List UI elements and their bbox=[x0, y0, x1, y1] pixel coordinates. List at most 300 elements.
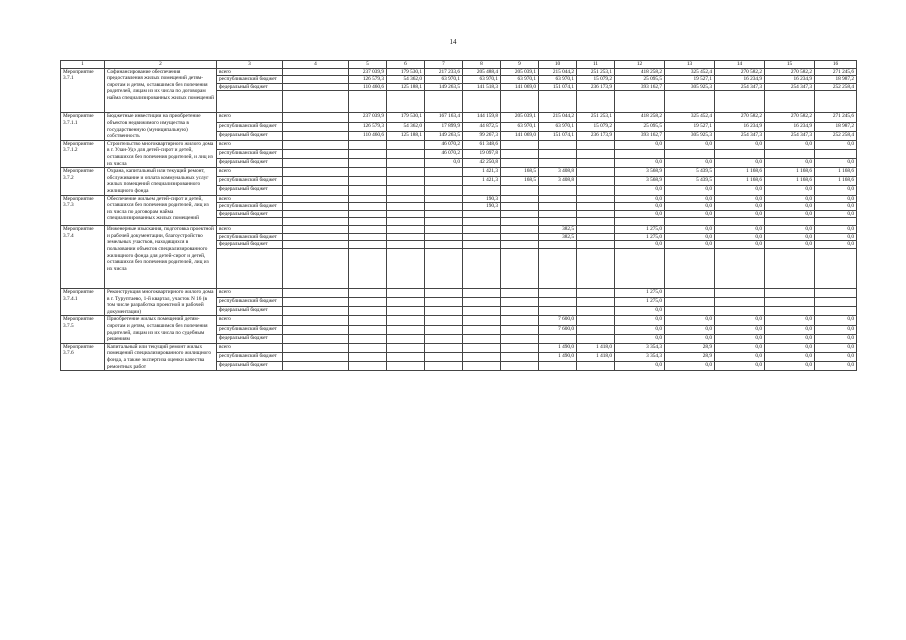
value-cell: 237 039,9 bbox=[349, 68, 387, 76]
value-cell: 151 074,1 bbox=[539, 131, 577, 140]
column-header: 6 bbox=[387, 61, 425, 69]
value-cell: 215 044,2 bbox=[539, 113, 577, 122]
value-cell: 236 173,9 bbox=[577, 83, 615, 91]
value-cell: 1 168,6 bbox=[765, 177, 815, 186]
value-cell bbox=[463, 343, 501, 352]
value-cell bbox=[501, 298, 539, 307]
value-cell: 0,0 bbox=[665, 186, 715, 195]
value-cell bbox=[425, 298, 463, 307]
empty-cell bbox=[283, 218, 349, 226]
value-cell: 0,0 bbox=[765, 186, 815, 195]
value-cell bbox=[577, 298, 615, 307]
empty-cell bbox=[463, 218, 501, 226]
empty-cell bbox=[665, 91, 715, 113]
value-cell: 0,0 bbox=[765, 362, 815, 371]
value-cell bbox=[463, 325, 501, 334]
value-cell bbox=[577, 334, 615, 343]
value-cell: 271 245,6 bbox=[815, 113, 857, 122]
value-cell bbox=[539, 289, 577, 298]
value-cell: 270 582,2 bbox=[715, 113, 765, 122]
value-cell: 0,0 bbox=[815, 241, 857, 249]
column-header: 1 bbox=[61, 61, 105, 69]
value-cell bbox=[387, 203, 425, 211]
value-cell: 0,0 bbox=[615, 210, 665, 218]
value-cell bbox=[283, 83, 349, 91]
value-cell bbox=[715, 307, 765, 316]
value-cell bbox=[539, 307, 577, 316]
value-cell: 0,0 bbox=[715, 362, 765, 371]
value-cell: 0,0 bbox=[765, 334, 815, 343]
value-cell: 270 582,2 bbox=[715, 68, 765, 76]
value-cell: 1 490,0 bbox=[539, 343, 577, 352]
value-cell bbox=[765, 298, 815, 307]
funding-source: всего bbox=[217, 195, 283, 203]
value-cell bbox=[539, 210, 577, 218]
value-cell bbox=[349, 186, 387, 195]
empty-cell bbox=[217, 249, 283, 289]
value-cell bbox=[501, 195, 539, 203]
value-cell bbox=[425, 168, 463, 177]
column-header: 2 bbox=[105, 61, 217, 69]
value-cell: 15 079,2 bbox=[577, 122, 615, 131]
value-cell: 1 168,6 bbox=[715, 177, 765, 186]
value-cell bbox=[387, 241, 425, 249]
empty-cell bbox=[577, 218, 615, 226]
measure-name: Бюджетные инвестиции на приобретение объектов недвижимого имущества в государственную (муниципальную) собственность bbox=[105, 113, 217, 140]
measure-code: Мероприятие 3.7.1.2 bbox=[61, 140, 105, 167]
value-cell bbox=[425, 233, 463, 241]
value-cell bbox=[349, 149, 387, 158]
measure-name: Охрана, капитальный или текущий ремонт, обслуживание и оплата коммунальных услуг жилых помещений специализированного жилищного фонда bbox=[105, 168, 217, 195]
value-cell: 1 490,0 bbox=[539, 352, 577, 361]
value-cell: 1 168,6 bbox=[815, 177, 857, 186]
value-cell: 141 069,0 bbox=[501, 131, 539, 140]
value-cell: 54 362,0 bbox=[387, 76, 425, 84]
funding-source: федеральный бюджет bbox=[217, 131, 283, 140]
value-cell: 0,0 bbox=[815, 334, 857, 343]
measure-name: Обеспечение жильем детей-сирот и детей, оставшихся без попечения родителей, лиц из их числа по договорам найма специализированных жилых помещений bbox=[105, 195, 217, 226]
value-cell: 141 518,3 bbox=[463, 83, 501, 91]
value-cell bbox=[577, 140, 615, 149]
value-cell: 236 173,9 bbox=[577, 131, 615, 140]
value-cell: 0,0 bbox=[715, 334, 765, 343]
value-cell bbox=[349, 343, 387, 352]
value-cell: 5 439,5 bbox=[665, 177, 715, 186]
value-cell bbox=[463, 233, 501, 241]
value-cell bbox=[425, 203, 463, 211]
value-cell: 0,0 bbox=[715, 241, 765, 249]
value-cell bbox=[283, 131, 349, 140]
value-cell: 19 527,1 bbox=[665, 122, 715, 131]
value-cell: 1 275,0 bbox=[615, 298, 665, 307]
value-cell: 167 163,4 bbox=[425, 113, 463, 122]
value-cell: 0,0 bbox=[815, 140, 857, 149]
funding-source: всего bbox=[217, 168, 283, 177]
empty-cell bbox=[539, 218, 577, 226]
value-cell: 1 168,6 bbox=[815, 168, 857, 177]
value-cell bbox=[283, 68, 349, 76]
value-cell: 0,0 bbox=[715, 186, 765, 195]
value-cell bbox=[425, 289, 463, 298]
value-cell bbox=[815, 149, 857, 158]
value-cell: 0,0 bbox=[615, 241, 665, 249]
value-cell bbox=[283, 210, 349, 218]
value-cell bbox=[349, 203, 387, 211]
funding-source: федеральный бюджет bbox=[217, 186, 283, 195]
funding-source: республиканский бюджет bbox=[217, 352, 283, 361]
empty-cell bbox=[463, 91, 501, 113]
value-cell: 16 234,9 bbox=[765, 122, 815, 131]
value-cell bbox=[665, 307, 715, 316]
value-cell: 0,0 bbox=[765, 159, 815, 168]
value-cell: 0,0 bbox=[715, 352, 765, 361]
value-cell: 42 250,8 bbox=[463, 159, 501, 168]
value-cell: 0,0 bbox=[715, 140, 765, 149]
measure-name: Строительство многоквартирного жилого дома в г. Улан-Удэ для детей-сирот и детей, оставшихся без попечения родителей, и лиц из их числа bbox=[105, 140, 217, 167]
value-cell: 7 600,0 bbox=[539, 316, 577, 325]
empty-cell bbox=[615, 218, 665, 226]
empty-cell bbox=[283, 91, 349, 113]
value-cell bbox=[425, 210, 463, 218]
value-cell bbox=[577, 316, 615, 325]
value-cell: 63 970,1 bbox=[501, 122, 539, 131]
value-cell bbox=[501, 352, 539, 361]
value-cell bbox=[501, 289, 539, 298]
funding-source: республиканский бюджет bbox=[217, 203, 283, 211]
value-cell bbox=[425, 307, 463, 316]
value-cell: 0,0 bbox=[715, 316, 765, 325]
value-cell: 3 354,3 bbox=[615, 343, 665, 352]
value-cell bbox=[715, 289, 765, 298]
value-cell: 0,0 bbox=[665, 362, 715, 371]
funding-source: республиканский бюджет bbox=[217, 177, 283, 186]
value-cell bbox=[815, 298, 857, 307]
value-cell: 1 168,6 bbox=[715, 168, 765, 177]
value-cell bbox=[463, 307, 501, 316]
value-cell: 46 070,2 bbox=[425, 149, 463, 158]
value-cell: 254 347,3 bbox=[765, 131, 815, 140]
empty-cell bbox=[665, 249, 715, 289]
value-cell: 1 275,0 bbox=[615, 289, 665, 298]
value-cell: 0,0 bbox=[815, 233, 857, 241]
value-cell bbox=[425, 343, 463, 352]
value-cell bbox=[349, 168, 387, 177]
value-cell: 17 899,9 bbox=[425, 122, 463, 131]
empty-cell bbox=[217, 218, 283, 226]
value-cell bbox=[387, 226, 425, 234]
value-cell: 251 253,1 bbox=[577, 68, 615, 76]
value-cell bbox=[283, 122, 349, 131]
value-cell bbox=[577, 186, 615, 195]
column-header: 14 bbox=[715, 61, 765, 69]
value-cell: 125 188,1 bbox=[387, 83, 425, 91]
value-cell: 28,9 bbox=[665, 352, 715, 361]
empty-cell bbox=[815, 218, 857, 226]
value-cell: 382,5 bbox=[539, 233, 577, 241]
table-row bbox=[61, 343, 857, 352]
budget-table bbox=[60, 60, 857, 371]
value-cell bbox=[349, 298, 387, 307]
value-cell bbox=[501, 226, 539, 234]
value-cell bbox=[387, 140, 425, 149]
value-cell: 0,0 bbox=[615, 325, 665, 334]
value-cell: 0,0 bbox=[665, 203, 715, 211]
value-cell bbox=[425, 325, 463, 334]
value-cell: 46 070,2 bbox=[425, 140, 463, 149]
value-cell bbox=[539, 159, 577, 168]
funding-source: федеральный бюджет bbox=[217, 362, 283, 371]
value-cell bbox=[283, 168, 349, 177]
value-cell bbox=[283, 226, 349, 234]
value-cell: 0,0 bbox=[815, 343, 857, 352]
measure-code: Мероприятие 3.7.1.1 bbox=[61, 113, 105, 140]
value-cell: 0,0 bbox=[665, 195, 715, 203]
value-cell bbox=[501, 203, 539, 211]
value-cell bbox=[425, 352, 463, 361]
measure-name: Реконструкция многоквартирного жилого дома в г. Туруптаево, 1-й квартал, участок N 16 (в том числе разработка проектной и рабочей документации) bbox=[105, 289, 217, 316]
value-cell bbox=[577, 362, 615, 371]
empty-cell bbox=[815, 91, 857, 113]
table-row bbox=[61, 168, 857, 177]
value-cell: 0,0 bbox=[665, 316, 715, 325]
value-cell: 99 267,3 bbox=[463, 131, 501, 140]
value-cell: 0,0 bbox=[665, 334, 715, 343]
value-cell bbox=[463, 241, 501, 249]
value-cell bbox=[501, 325, 539, 334]
value-cell: 0,0 bbox=[815, 186, 857, 195]
value-cell bbox=[665, 149, 715, 158]
value-cell: 3 568,9 bbox=[615, 177, 665, 186]
funding-source: федеральный бюджет bbox=[217, 334, 283, 343]
value-cell: 0,0 bbox=[615, 307, 665, 316]
value-cell bbox=[283, 203, 349, 211]
value-cell: 0,0 bbox=[765, 203, 815, 211]
value-cell: 1 275,0 bbox=[615, 226, 665, 234]
empty-cell bbox=[501, 218, 539, 226]
value-cell bbox=[463, 352, 501, 361]
value-cell: 0,0 bbox=[665, 159, 715, 168]
value-cell: 141 069,0 bbox=[501, 83, 539, 91]
value-cell bbox=[425, 177, 463, 186]
value-cell bbox=[425, 195, 463, 203]
value-cell: 0,0 bbox=[815, 195, 857, 203]
value-cell: 63 970,1 bbox=[425, 76, 463, 84]
value-cell bbox=[349, 140, 387, 149]
empty-cell bbox=[425, 249, 463, 289]
value-cell: 393 162,7 bbox=[615, 83, 665, 91]
value-cell: 325 452,4 bbox=[665, 68, 715, 76]
funding-source: всего bbox=[217, 316, 283, 325]
empty-cell bbox=[765, 91, 815, 113]
value-cell bbox=[425, 316, 463, 325]
value-cell: 0,0 bbox=[715, 203, 765, 211]
value-cell bbox=[463, 210, 501, 218]
value-cell bbox=[463, 186, 501, 195]
value-cell: 1 418,0 bbox=[577, 343, 615, 352]
value-cell: 418 258,2 bbox=[615, 113, 665, 122]
value-cell: 0,0 bbox=[615, 203, 665, 211]
value-cell: 19 527,1 bbox=[665, 76, 715, 84]
value-cell bbox=[283, 113, 349, 122]
value-cell bbox=[283, 289, 349, 298]
value-cell bbox=[577, 307, 615, 316]
value-cell bbox=[349, 307, 387, 316]
value-cell: 18 987,2 bbox=[815, 76, 857, 84]
value-cell: 1 421,3 bbox=[463, 177, 501, 186]
value-cell: 0,0 bbox=[615, 140, 665, 149]
funding-source: республиканский бюджет bbox=[217, 149, 283, 158]
column-header: 13 bbox=[665, 61, 715, 69]
empty-cell bbox=[665, 218, 715, 226]
measure-name: Софинансирование обеспечения предоставления жилых помещений детям-сиротам и детям, оставшимся без попечения родителей, лицам из их числа по договорам найма специализированных жилых помещений bbox=[105, 68, 217, 113]
value-cell bbox=[539, 140, 577, 149]
funding-source: республиканский бюджет bbox=[217, 298, 283, 307]
value-cell bbox=[349, 334, 387, 343]
value-cell bbox=[349, 362, 387, 371]
value-cell: 0,0 bbox=[765, 325, 815, 334]
value-cell: 305 925,3 bbox=[665, 131, 715, 140]
value-cell bbox=[539, 241, 577, 249]
value-cell bbox=[349, 177, 387, 186]
value-cell: 3 568,9 bbox=[615, 168, 665, 177]
value-cell: 0,0 bbox=[815, 316, 857, 325]
value-cell bbox=[283, 159, 349, 168]
column-header: 16 bbox=[815, 61, 857, 69]
value-cell bbox=[539, 298, 577, 307]
measure-code: Мероприятие 3.7.4 bbox=[61, 226, 105, 289]
value-cell: 7 600,0 bbox=[539, 325, 577, 334]
page-number: 14 bbox=[449, 38, 457, 46]
funding-source: всего bbox=[217, 113, 283, 122]
value-cell: 110 460,6 bbox=[349, 83, 387, 91]
value-cell bbox=[765, 149, 815, 158]
value-cell bbox=[539, 362, 577, 371]
value-cell bbox=[283, 362, 349, 371]
value-cell bbox=[665, 298, 715, 307]
funding-source: федеральный бюджет bbox=[217, 241, 283, 249]
funding-source: федеральный бюджет bbox=[217, 159, 283, 168]
value-cell bbox=[501, 343, 539, 352]
value-cell: 0,0 bbox=[765, 241, 815, 249]
value-cell bbox=[577, 195, 615, 203]
value-cell: 25 095,5 bbox=[615, 122, 665, 131]
column-header: 15 bbox=[765, 61, 815, 69]
value-cell bbox=[539, 203, 577, 211]
value-cell: 205 488,4 bbox=[463, 68, 501, 76]
value-cell bbox=[577, 177, 615, 186]
table-row bbox=[61, 289, 857, 298]
empty-cell bbox=[349, 218, 387, 226]
value-cell: 16 234,9 bbox=[715, 76, 765, 84]
value-cell: 18 987,2 bbox=[815, 122, 857, 131]
value-cell: 149 263,5 bbox=[425, 131, 463, 140]
value-cell: 0,0 bbox=[665, 233, 715, 241]
funding-source: всего bbox=[217, 140, 283, 149]
value-cell: 126 579,3 bbox=[349, 122, 387, 131]
empty-cell bbox=[425, 91, 463, 113]
value-cell: 418 258,2 bbox=[615, 68, 665, 76]
value-cell bbox=[815, 307, 857, 316]
value-cell: 393 162,7 bbox=[615, 131, 665, 140]
funding-source: республиканский бюджет bbox=[217, 233, 283, 241]
value-cell: 0,0 bbox=[665, 241, 715, 249]
value-cell bbox=[665, 289, 715, 298]
column-header: 7 bbox=[425, 61, 463, 69]
value-cell: 252 258,4 bbox=[815, 131, 857, 140]
value-cell bbox=[349, 159, 387, 168]
value-cell: 270 582,2 bbox=[765, 68, 815, 76]
empty-cell bbox=[765, 249, 815, 289]
column-header: 4 bbox=[283, 61, 349, 69]
value-cell bbox=[349, 316, 387, 325]
value-cell bbox=[539, 334, 577, 343]
measure-code: Мероприятие 3.7.5 bbox=[61, 316, 105, 343]
value-cell bbox=[501, 334, 539, 343]
value-cell: 0,0 bbox=[715, 226, 765, 234]
empty-cell bbox=[615, 91, 665, 113]
value-cell bbox=[283, 316, 349, 325]
value-cell: 0,0 bbox=[615, 195, 665, 203]
value-cell: 15 079,2 bbox=[577, 76, 615, 84]
value-cell: 0,0 bbox=[815, 362, 857, 371]
value-cell: 63 970,1 bbox=[501, 76, 539, 84]
value-cell bbox=[387, 210, 425, 218]
value-cell bbox=[283, 195, 349, 203]
empty-cell bbox=[539, 91, 577, 113]
empty-cell bbox=[765, 218, 815, 226]
funding-source: республиканский бюджет bbox=[217, 122, 283, 131]
table-row bbox=[61, 113, 857, 122]
value-cell: 0,0 bbox=[815, 210, 857, 218]
value-cell: 0,0 bbox=[815, 352, 857, 361]
value-cell bbox=[387, 307, 425, 316]
empty-cell bbox=[715, 249, 765, 289]
value-cell bbox=[349, 289, 387, 298]
value-cell bbox=[463, 316, 501, 325]
value-cell bbox=[463, 298, 501, 307]
value-cell bbox=[501, 159, 539, 168]
value-cell bbox=[501, 362, 539, 371]
value-cell bbox=[349, 195, 387, 203]
value-cell: 0,0 bbox=[815, 226, 857, 234]
value-cell: 0,0 bbox=[715, 195, 765, 203]
empty-cell bbox=[501, 249, 539, 289]
value-cell bbox=[283, 149, 349, 158]
measure-code: Мероприятие 3.7.2 bbox=[61, 168, 105, 195]
funding-source: федеральный бюджет bbox=[217, 83, 283, 91]
value-cell: 168,5 bbox=[501, 177, 539, 186]
value-cell bbox=[387, 186, 425, 195]
value-cell bbox=[387, 343, 425, 352]
value-cell: 25 095,5 bbox=[615, 76, 665, 84]
value-cell bbox=[387, 159, 425, 168]
value-cell bbox=[349, 325, 387, 334]
funding-source: республиканский бюджет bbox=[217, 76, 283, 84]
value-cell: 205 039,1 bbox=[501, 68, 539, 76]
value-cell: 44 872,5 bbox=[463, 122, 501, 131]
value-cell bbox=[283, 140, 349, 149]
value-cell: 252 258,4 bbox=[815, 83, 857, 91]
value-cell: 1 418,0 bbox=[577, 352, 615, 361]
value-cell: 270 582,2 bbox=[765, 113, 815, 122]
value-cell: 254 347,3 bbox=[765, 83, 815, 91]
value-cell: 0,0 bbox=[615, 362, 665, 371]
funding-source: республиканский бюджет bbox=[217, 325, 283, 334]
measure-code: Мероприятие 3.7.1 bbox=[61, 68, 105, 113]
value-cell bbox=[577, 241, 615, 249]
funding-source: всего bbox=[217, 289, 283, 298]
value-cell bbox=[715, 298, 765, 307]
